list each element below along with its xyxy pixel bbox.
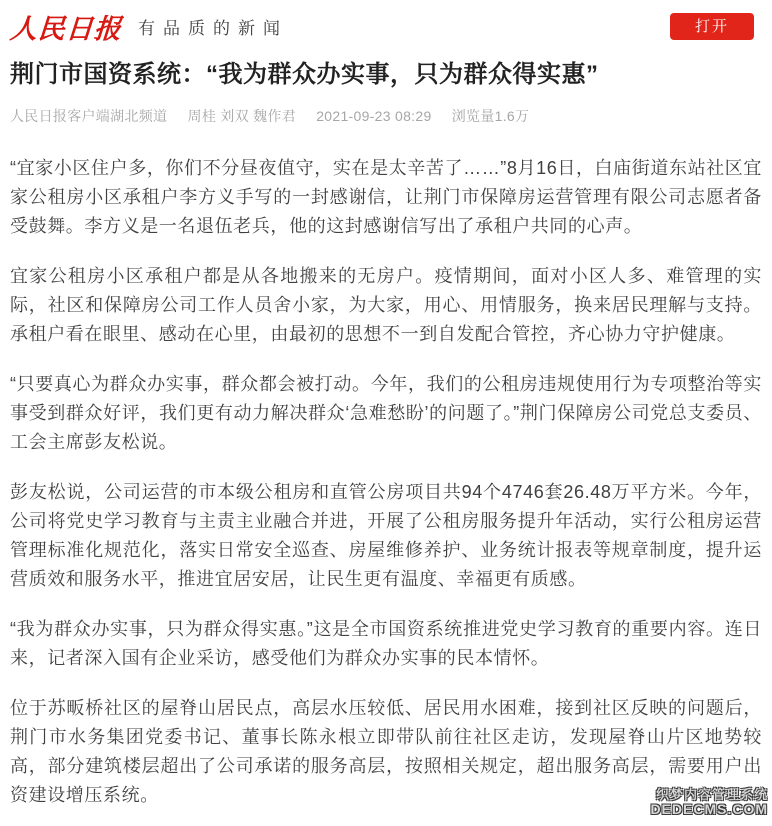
dedecms-watermark: [650, 788, 768, 816]
watermark-domain-text: DEDECMS.COM: [650, 801, 768, 817]
article-paragraph: 宜家公租房小区承租户都是从各地搬来的无房户。疫情期间，面对小区人多、难管理的实际，社区和保障房公司工作人员舍小家，为大家，用心、用情服务，换来居民理解与支持。承租户看在眼里、感动在心里，由最初的思想不一到自发配合管控，齐心协力守护健康。: [10, 265, 762, 344]
article-paragraph: “只要真心为群众办实事，群众都会被打动。今年，我们的公租房违规使用行为专项整治等实事受到群众好评，我们更有动力解决群众‘急难愁盼’的问题了。”荆门保障房公司党总支委员、工会主席彭友松说。: [10, 373, 762, 452]
article-paragraph: 彭友松说，公司运营的市本级公租房和直管公房项目共94个4746套26.48万平方米。今年，公司将党史学习教育与主责主业融合并进，开展了公租房服务提升年活动，实行公租房运营管理标准化规范化，落实日常安全巡查、房屋维修养护、业务统计报表等规章制度，提升运营质效和服务水平，推进宜居安居，让民生更有温度、幸福更有质感。: [10, 481, 762, 589]
article-meta: [10, 106, 762, 126]
meta-authors: 周桂 刘双 魏作君: [187, 107, 296, 124]
header-tagline: 有品质的新闻: [138, 18, 288, 38]
header-bar: [10, 0, 762, 42]
article-paragraph: 位于苏畈桥社区的屋脊山居民点，高层水压较低、居民用水困难，接到社区反映的问题后，荆门市水务集团党委书记、董事长陈永根立即带队前往社区走访，发现屋脊山片区地势较高，部分建筑楼层超出了公司承诺的服务高层，按照相关规定，超出服务高层，需要用户出资建设增压系统。: [10, 697, 762, 805]
watermark-cn-text: 织梦内容管理系统: [655, 787, 768, 802]
article-body: [10, 154, 762, 810]
article-paragraph: “我为群众办实事，只为群众得实惠。”这是全市国资系统推进党史学习教育的重要内容。连日来，记者深入国有企业采访，感受他们为群众办实事的民本情怀。: [10, 618, 762, 668]
peoples-daily-logo[interactable]: 人民日报: [8, 13, 123, 44]
meta-view-count: 浏览量1.6万: [451, 107, 530, 124]
open-app-button[interactable]: 打开: [670, 13, 754, 40]
meta-source: 人民日报客户端湖北频道: [10, 107, 168, 124]
meta-datetime: 2021-09-23 08:29: [316, 107, 432, 124]
article-paragraph: “宜家小区住户多，你们不分昼夜值守，实在是太辛苦了……”8月16日，白庙街道东站社区宜家公租房小区承租户李方义手写的一封感谢信，让荆门市保障房运营管理有限公司志愿者备受鼓舞。李方义是一名退伍老兵，他的这封感谢信写出了承租户共同的心声。: [10, 157, 762, 236]
article-title: 荆门市国资系统：“我为群众办实事，只为群众得实惠”: [10, 61, 599, 88]
